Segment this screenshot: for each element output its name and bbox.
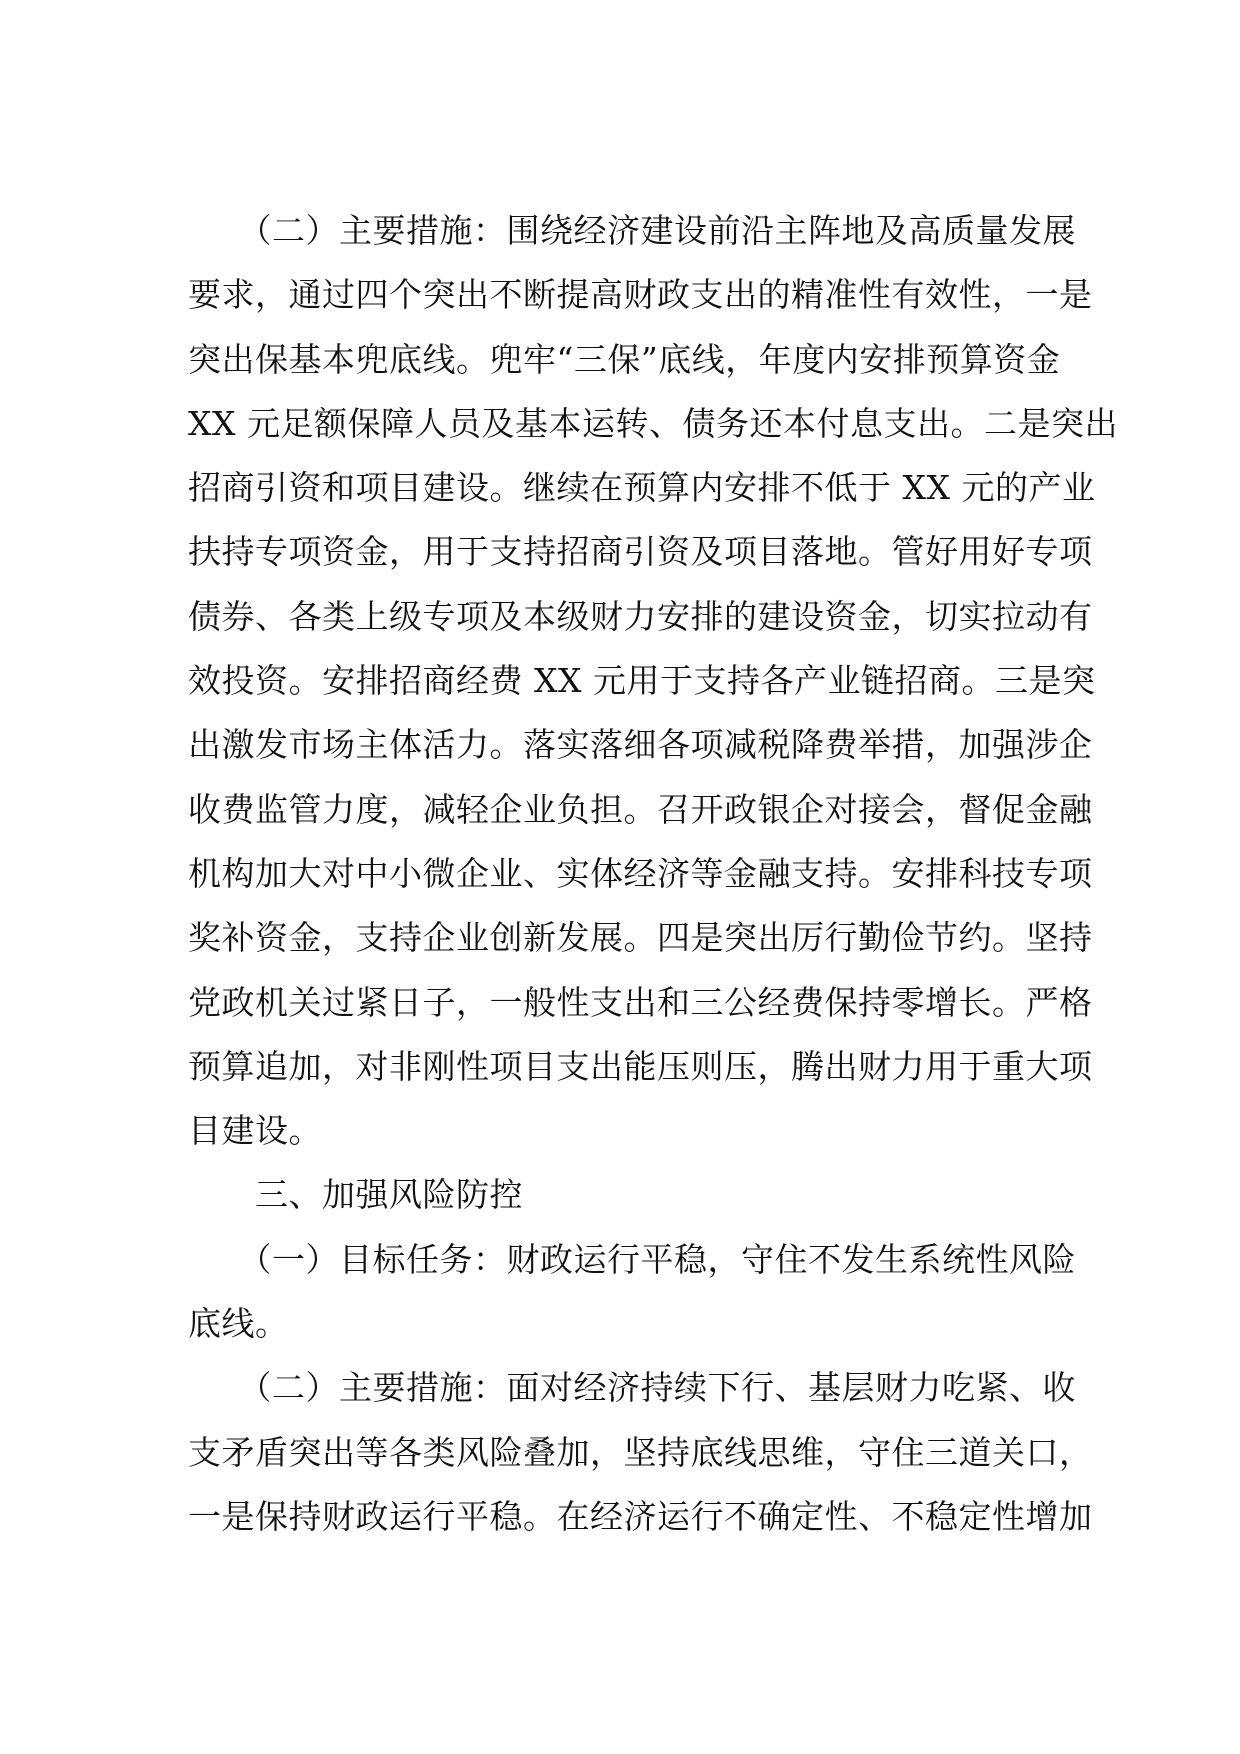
text-line: 三、加强风险防控 bbox=[188, 1175, 523, 1215]
text-line: 扶持专项资金，用于支持招商引资及项目落地。管好用好专项 bbox=[188, 532, 1093, 572]
text-line: 机构加大对中小微企业、实体经济等金融支持。安排科技专项 bbox=[188, 853, 1093, 893]
text-line: 底线。 bbox=[188, 1304, 289, 1344]
text-line: 奖补资金，支持企业创新发展。四是突出厉行勤俭节约。坚持 bbox=[188, 918, 1093, 958]
text-line: 招商引资和项目建设。继续在预算内安排不低于 XX 元的产业 bbox=[188, 468, 1096, 508]
text-line: 支矛盾突出等各类风险叠加，坚持底线思维，守住三道关口， bbox=[188, 1432, 1093, 1472]
text-line: 一是保持财政运行平稳。在经济运行不确定性、不稳定性增加 bbox=[188, 1496, 1093, 1536]
text-line: 党政机关过紧日子，一般性支出和三公经费保持零增长。严格 bbox=[188, 982, 1093, 1022]
text-line: 债券、各类上级专项及本级财力安排的建设资金，切实拉动有 bbox=[188, 596, 1093, 636]
text-line: 预算追加，对非刚性项目支出能压则压，腾出财力用于重大项 bbox=[188, 1046, 1093, 1086]
text-line: （二）主要措施：围绕经济建设前沿主阵地及高质量发展 bbox=[188, 211, 1076, 250]
text-line: 突出保基本兜底线。兜牢“三保”底线，年度内安排预算资金 bbox=[188, 339, 1061, 379]
document-body bbox=[188, 199, 1118, 1549]
text-line: 目建设。 bbox=[188, 1111, 322, 1151]
text-line: （一）目标任务：财政运行平稳，守住不发生系统性风险 bbox=[188, 1239, 1076, 1279]
text-line: 效投资。安排招商经费 XX 元用于支持各产业链招商。三是突 bbox=[188, 661, 1096, 701]
text-line: 出激发市场主体活力。落实落细各项减税降费举措，加强涉企 bbox=[188, 725, 1093, 765]
text-line: （二）主要措施：面对经济持续下行、基层财力吃紧、收 bbox=[188, 1368, 1076, 1408]
text-line: 要求，通过四个突出不断提高财政支出的精准性有效性，一是 bbox=[188, 275, 1093, 315]
text-line: XX 元足额保障人员及基本运转、债务还本付息支出。二是突出 bbox=[188, 403, 1118, 443]
text-line: 收费监管力度，减轻企业负担。召开政银企对接会，督促金融 bbox=[188, 789, 1093, 829]
